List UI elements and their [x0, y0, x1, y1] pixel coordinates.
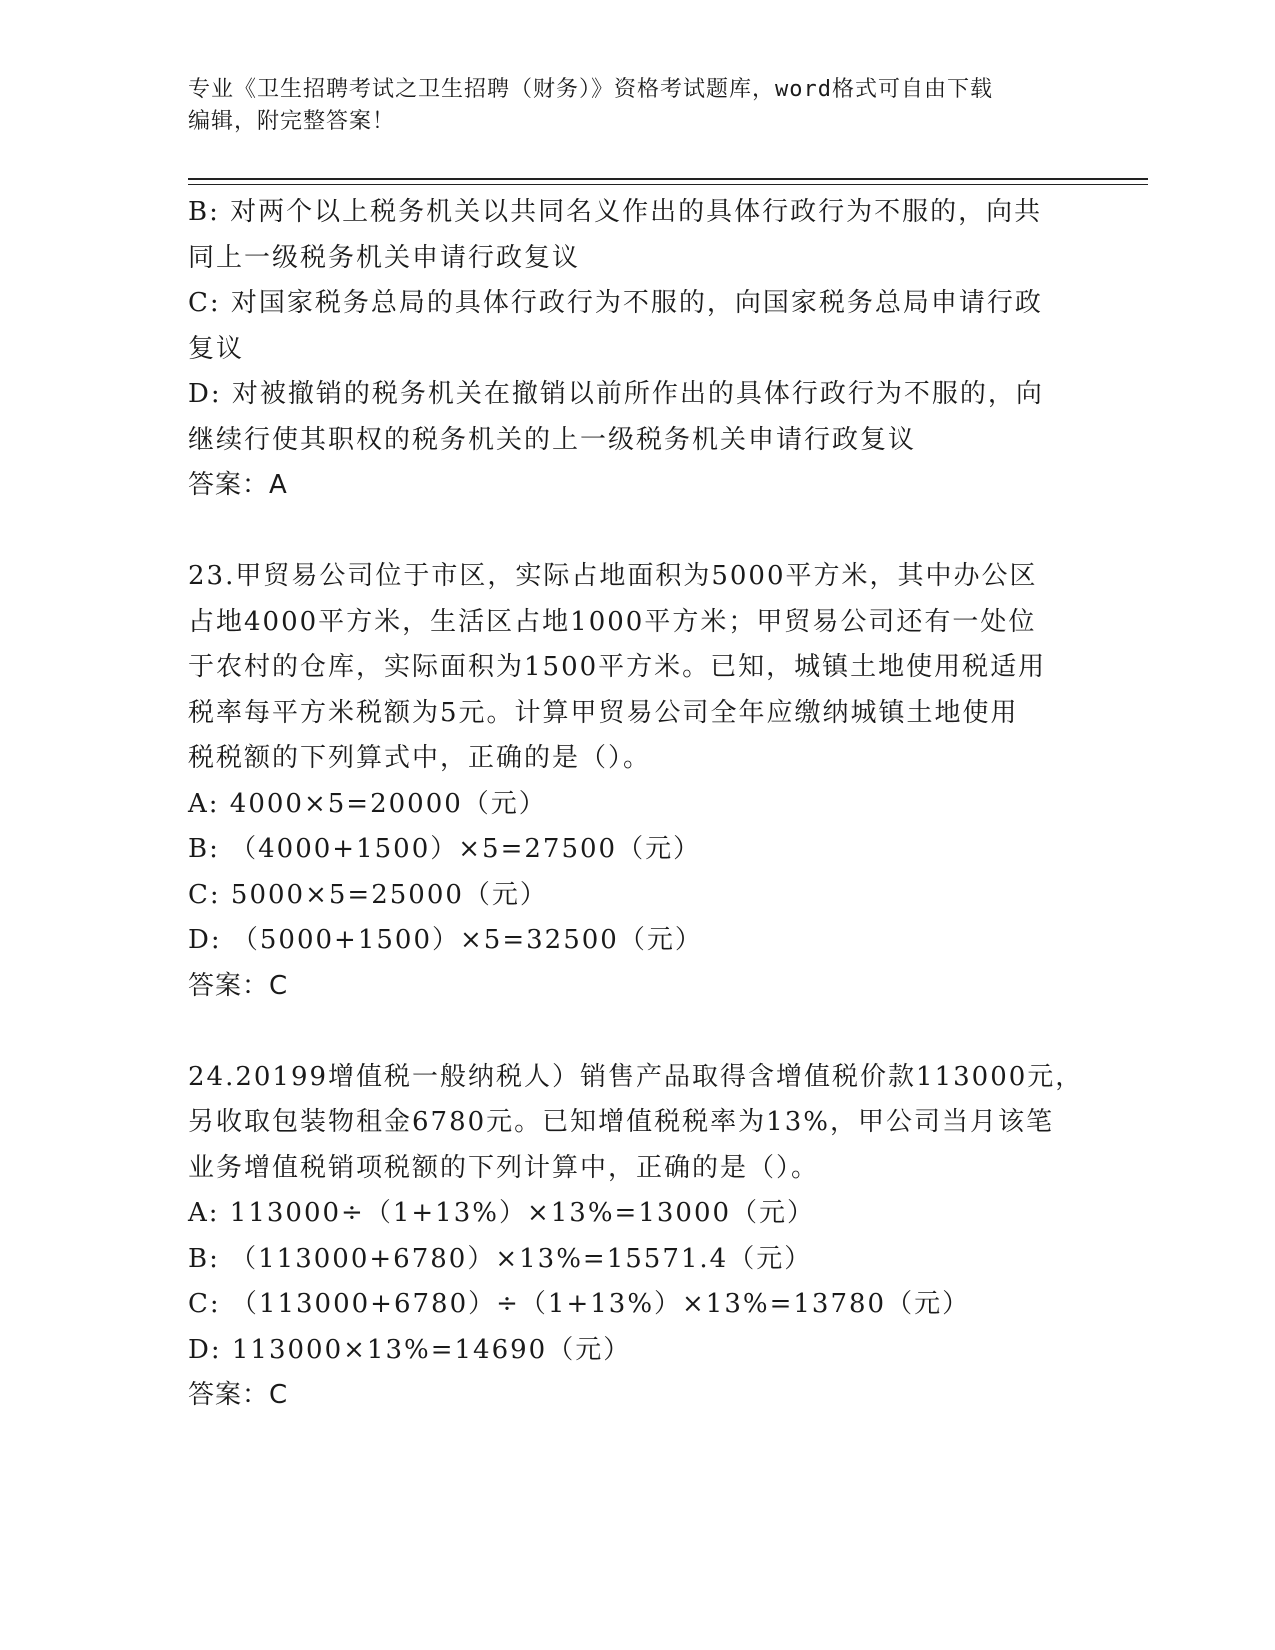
- question-23: [188, 554, 1068, 1009]
- option-c-line-2: 复议: [188, 333, 245, 364]
- answer-line: 答案：A: [188, 470, 288, 500]
- header-line-1: 专业《卫生招聘考试之卫生招聘（财务）》资格考试题库，word格式可自由下载: [188, 77, 993, 102]
- answer-line: 答案：C: [188, 970, 289, 1001]
- question-24: [188, 1055, 1084, 1419]
- header-rule-thick: [188, 178, 1148, 180]
- option-d: D: 113000×13%=14690（元）: [188, 1334, 632, 1365]
- answer-line: 答案：C: [188, 1380, 289, 1410]
- spacer: [188, 509, 1068, 555]
- question-text-line-1: 23.甲贸易公司位于市区，实际占地面积为5000平方米，其中办公区: [188, 561, 1038, 591]
- option-d-line-2: 继续行使其职权的税务机关的上一级税务机关申请行政复议: [188, 424, 917, 455]
- header-line-2: 编辑，附完整答案！: [188, 109, 396, 134]
- question-text-line-3: 于农村的仓库，实际面积为1500平方米。已知，城镇土地使用税适用: [188, 652, 1047, 682]
- option-a: A: 4000×5=20000（元）: [188, 788, 547, 819]
- document-header: [188, 74, 1068, 138]
- option-c: C: （113000+6780）÷（1+13%）×13%=13780（元）: [188, 1289, 971, 1319]
- document-body: [188, 190, 1084, 1419]
- option-b: B: （113000+6780）×13%=15571.4（元）: [188, 1243, 813, 1274]
- previous-question: [188, 190, 1068, 509]
- question-text-line-1: 24.20199增值税一般纳税人）销售产品取得含增值税价款113000元，: [188, 1061, 1084, 1092]
- option-d: D: （5000+1500）×5=32500（元）: [188, 925, 703, 955]
- header-rule-thin: [188, 184, 1148, 185]
- option-a: A: 113000÷（1+13%）×13%=13000（元）: [188, 1198, 816, 1228]
- spacer: [188, 1009, 1068, 1055]
- option-c: C: 5000×5=25000（元）: [188, 879, 548, 910]
- question-text-line-4: 税率每平方米税额为5元。计算甲贸易公司全年应缴纳城镇土地使用: [188, 697, 1019, 728]
- question-text-line-5: 税税额的下列算式中，正确的是（）。: [188, 743, 652, 773]
- option-b-line-1: B: 对两个以上税务机关以共同名义作出的具体行政行为不服的，向共: [188, 197, 1043, 227]
- option-b: B: （4000+1500）×5=27500（元）: [188, 834, 702, 864]
- question-text-line-3: 业务增值税销项税额的下列计算中，正确的是（）。: [188, 1152, 820, 1183]
- question-text-line-2: 另收取包装物租金6780元。已知增值税税率为13%，甲公司当月该笔: [188, 1107, 1054, 1137]
- question-text-line-2: 占地4000平方米，生活区占地1000平方米；甲贸易公司还有一处位: [188, 606, 1037, 637]
- option-b-line-2: 同上一级税务机关申请行政复议: [188, 242, 581, 273]
- option-c-line-1: C: 对国家税务总局的具体行政行为不服的，向国家税务总局申请行政: [188, 288, 1043, 318]
- option-d-line-1: D: 对被撤销的税务机关在撤销以前所作出的具体行政行为不服的，向: [188, 379, 1044, 409]
